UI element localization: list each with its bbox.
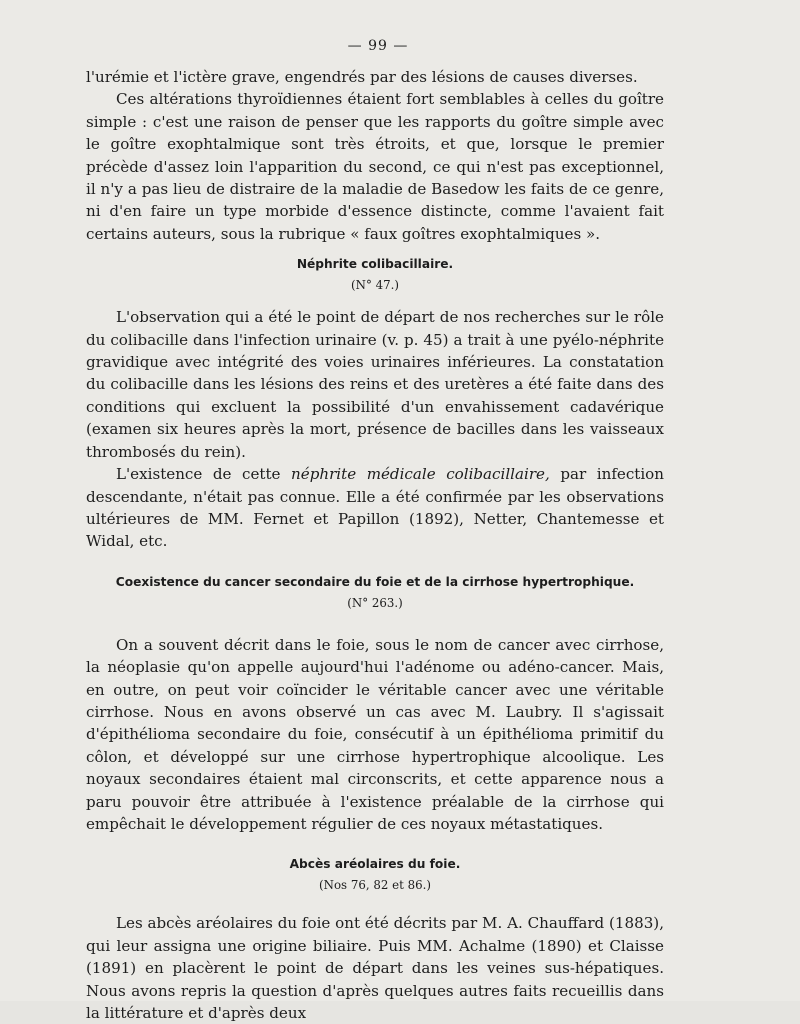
paragraph-abces: Les abcès aréolaires du foie ont été décrits par M. A. Chauffard (1883), qui leur assigna une origine biliaire. Puis MM. Achalme (1890) et Claisse (1891) en placèrent le point de départ dans les veines sus-hépatiques. Nous avons repris la question d'après quelques autres faits recueillis dans la littérature et d'après deux [86,914,664,1022]
paragraph-nephrite-existence-end: par infection descendante, n'était pas connue. Elle a été confirmée par les observations ultérieures de MM. Fernet et Papillon (1892), Netter, Chantemesse et Widal, etc. [86,465,664,551]
section-ref-cancer: (N° 263.) [347,595,403,610]
section-ref-nephrite: (N° 47.) [351,278,399,293]
section-title-abces: Abcès aréolaires du foie. [289,857,461,872]
page-number: — 99 — [347,38,409,54]
paragraph-continuation: l'urémie et l'ictère grave, engendrés par des lésions de causes diverses. [86,68,638,86]
section-ref-abces: (Nos 76, 82 et 86.) [319,878,431,893]
paragraph-nephrite-existence-start: L'existence de cette [116,465,292,484]
section-spacer [86,624,664,634]
section-title-cancer: Coexistence du cancer secondaire du foie et de la cirrhose hypertrophique. [115,574,635,589]
paragraph-nephrite-observation: L'observation qui a été le point de départ de nos recherches sur le rôle du colibacille dans l'infection urinaire (v. p. 45) a trait à une pyélo-néphrite gravidique avec intégrité des voies urinaires inférieures. La constatation du colibacille dans les lésions des reins et des uretères a été faite dans des conditions qui excluent la possibilité d'un envahissement cadavérique (examen six heures après la mort, présence de bacilles dans les vaisseaux thrombosés du rein). [86,308,664,461]
page-content [86,66,664,1024]
paragraph-goitre: Ces altérations thyroïdiennes étaient fort semblables à celles du goître simple : c'est une raison de penser que les rapports du goître simple avec le goître exophtalmique sont très étroits, et que, lorsque le premier précède d'assez loin l'apparition du second, ce qui n'est pas exceptionnel, il n'y a pas lieu de distraire de la maladie de Basedow les faits de ce genre, ni d'en faire un type morbide d'essence distincte, comme l'avaient fait certains auteurs, sous la rubrique « faux goîtres exophtalmiques ». [86,90,664,243]
paragraph-nephrite-existence [86,463,664,553]
section-spacer [86,553,664,563]
section-spacer [86,902,664,912]
section-spacer [86,835,664,845]
section-title-nephrite: Néphrite colibacillaire. [296,257,454,272]
paragraph-cancer-cirrhose: On a souvent décrit dans le foie, sous le nom de cancer avec cirrhose, la néoplasie qu'on appelle aujourd'hui l'adénome ou adéno-cancer. Mais, en outre, on peut voir coïncider le véritable cancer avec une véritable cirrhose. Nous en avons observé un cas avec M. Laubry. Il s'agissait d'épithélioma secondaire du foie, consécutif à un épithélioma primitif du côlon, et développé sur une cirrhose hypertrophique alcoolique. Les noyaux secondaires étaient mal circonscrits, et cette apparence nous a paru pouvoir être attribuée à l'existence préalable de la cirrhose qui empêchait le développement régulier de ces noyaux métastatiques. [86,635,664,833]
paragraph-nephrite-existence-emphasis: néphrite médicale colibacillaire, [291,465,550,484]
